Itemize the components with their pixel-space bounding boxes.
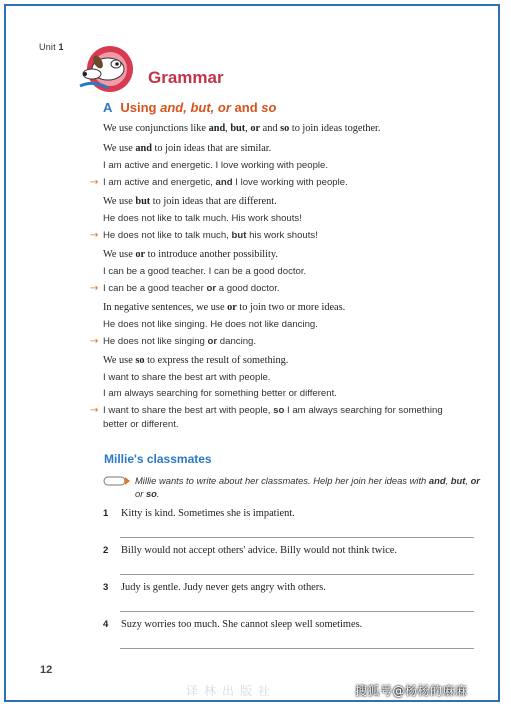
text-run: He does not like to talk much, — [103, 230, 232, 241]
right-arrow-icon: → — [90, 230, 99, 241]
text-run: , — [245, 123, 251, 134]
rule-sentence — [103, 143, 271, 154]
keyword: so — [135, 355, 145, 366]
page-title: Grammar — [148, 68, 224, 87]
keyword: so — [145, 488, 157, 499]
keyword: but — [135, 196, 151, 207]
item-text: Billy would not accept others' advice. Billy would not think twice. — [121, 545, 398, 556]
text-run: to introduce another possibility. — [145, 249, 278, 260]
keyword: or — [207, 336, 218, 347]
text-run: , — [225, 123, 231, 134]
text-run: We use — [103, 196, 136, 207]
rule-sentence — [103, 123, 381, 134]
keyword: or — [206, 283, 217, 294]
rule-sentence — [103, 249, 278, 260]
answer-line[interactable] — [120, 574, 474, 575]
text-run: He does not like singing — [103, 336, 208, 347]
unit-label: Unit 1 — [39, 42, 64, 52]
example-sentence — [103, 372, 270, 383]
keyword: and — [135, 143, 152, 154]
text-run: , — [445, 475, 451, 486]
keyword: but — [230, 123, 246, 134]
keyword: but — [231, 230, 247, 241]
right-arrow-icon: → — [90, 177, 99, 188]
pencil-icon — [103, 476, 131, 486]
text-run: to join two or more ideas. — [236, 302, 346, 313]
text-run: We use — [103, 249, 136, 260]
rule-sentence — [103, 302, 345, 313]
example-sentence — [103, 213, 302, 224]
right-arrow-icon: → — [90, 283, 99, 294]
example-sentence — [90, 283, 280, 294]
text-run: dancing. — [217, 336, 257, 347]
publisher-name: 译林出版社 — [186, 684, 277, 698]
example-sentence — [103, 419, 179, 430]
text-run: I am always searching for something — [284, 405, 443, 416]
text-run: I am always searching for something better or different. — [103, 388, 337, 399]
right-arrow-icon: → — [90, 405, 99, 416]
text-run: I want to share the best art with people. — [103, 372, 271, 383]
example-sentence — [90, 230, 318, 241]
text-run: better or different. — [103, 419, 179, 430]
text-run: In negative sentences, we use — [103, 302, 228, 313]
keyword: but — [450, 475, 466, 486]
text-run: Millie wants to write about her classmates. Help her join her ideas with — [135, 475, 429, 486]
text-run: I am active and energetic. I love working with people. — [103, 160, 329, 171]
text-run: I love working with people. — [232, 177, 348, 188]
text-run: or — [135, 488, 146, 499]
text-run: We use — [103, 355, 136, 366]
text-run: He does not like singing. He does not like dancing. — [103, 319, 318, 330]
example-sentence — [103, 160, 328, 171]
watermark: 搜狐号@杨杨的麻麻 — [355, 684, 468, 698]
exercise-title: Millie's classmates — [104, 452, 212, 466]
keyword: so — [273, 405, 285, 416]
example-sentence — [103, 319, 318, 330]
exercise-item — [103, 508, 295, 519]
text-run: I want to share the best art with people, — [103, 405, 274, 416]
keyword: and — [215, 177, 233, 188]
example-sentence — [90, 177, 348, 188]
exercise-item — [103, 619, 362, 630]
item-number: 2 — [103, 545, 109, 556]
keyword: or — [250, 123, 261, 134]
item-text: Suzy worries too much. She cannot sleep well sometimes. — [121, 619, 363, 630]
text-run: to join ideas that are different. — [150, 196, 277, 207]
exercise-item — [103, 545, 397, 556]
rule-sentence — [103, 196, 277, 207]
answer-line[interactable] — [120, 537, 474, 538]
text-run: I am active and energetic, — [103, 177, 216, 188]
item-number: 4 — [103, 619, 109, 630]
example-sentence — [90, 405, 443, 416]
text-run: his work shouts! — [246, 230, 318, 241]
text-run: I can be a good teacher. I can be a good doctor. — [103, 266, 307, 277]
section-letter: A — [103, 100, 113, 115]
keyword: or — [470, 475, 480, 486]
grammar-mascot-logo — [78, 44, 140, 94]
keyword: and — [428, 475, 446, 486]
page-number: 12 — [40, 664, 53, 676]
text-run: to join ideas that are similar. — [151, 143, 272, 154]
text-run: and — [260, 123, 281, 134]
rule-sentence — [103, 355, 288, 366]
section-a-heading: A Using and, but, or and so — [103, 100, 277, 115]
keyword: or — [227, 302, 237, 313]
text-run: We use — [103, 143, 136, 154]
item-number: 1 — [103, 508, 109, 519]
answer-line[interactable] — [120, 611, 474, 612]
text-run: We use conjunctions like — [103, 123, 209, 134]
text-run: He does not like to talk much. His work shouts! — [103, 213, 302, 224]
item-text: Kitty is kind. Sometimes she is impatient. — [121, 508, 295, 519]
item-text: Judy is gentle. Judy never gets angry with others. — [121, 582, 326, 593]
text-run: , — [465, 475, 471, 486]
text-run: . — [156, 488, 160, 499]
exercise-item — [103, 582, 326, 593]
example-sentence — [103, 266, 306, 277]
example-sentence — [90, 336, 257, 347]
text-run: a good doctor. — [216, 283, 280, 294]
answer-line[interactable] — [120, 648, 474, 649]
text-run: to join ideas together. — [289, 123, 381, 134]
example-sentence — [103, 388, 337, 399]
exercise-instruction — [135, 474, 480, 500]
keyword: or — [135, 249, 146, 260]
keyword: so — [280, 123, 290, 134]
text-run: to express the result of something. — [144, 355, 289, 366]
right-arrow-icon: → — [90, 336, 99, 347]
keyword: and — [208, 123, 226, 134]
text-run: I can be a good teacher — [103, 283, 207, 294]
item-number: 3 — [103, 582, 109, 593]
